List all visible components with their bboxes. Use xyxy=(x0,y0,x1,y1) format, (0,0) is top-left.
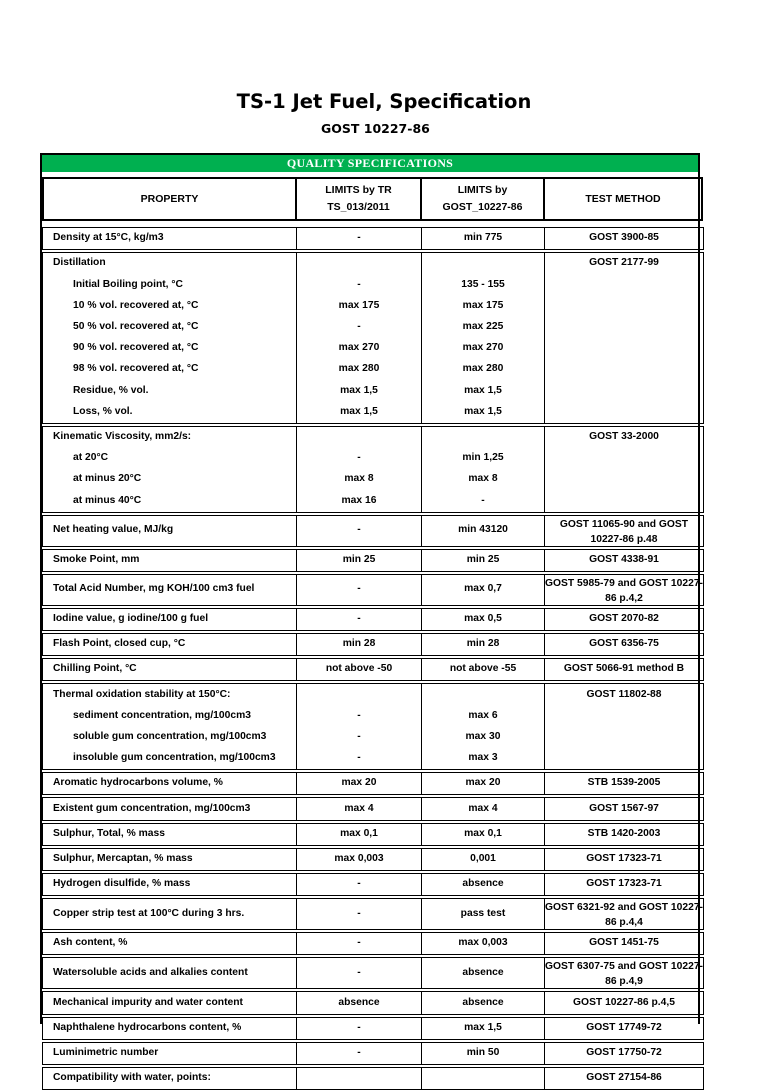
limit-gost-cell: min 775 xyxy=(463,232,503,244)
test-method-cell: STB 1420-2003 xyxy=(587,827,661,839)
header-limits-tr: LIMITS by TR TS_013/2011 xyxy=(295,177,422,221)
property-cell: 98 % vol. recovered at, °C xyxy=(73,363,199,375)
property-cell: Aromatic hydrocarbons volume, % xyxy=(53,777,223,789)
limit-gost-cell: max 8 xyxy=(468,473,498,485)
test-method-cell: GOST 27154-86 xyxy=(586,1072,662,1084)
limit-gost-cell: pass test xyxy=(460,907,506,919)
test-method-cell: GOST 1567-97 xyxy=(589,802,659,814)
property-cell: Luminimetric number xyxy=(53,1046,159,1058)
limit-gost-cell: max 3 xyxy=(468,752,498,764)
test-method-cell: GOST 17750-72 xyxy=(586,1046,662,1058)
specification-sheet xyxy=(40,153,703,1084)
limit-tr-cell: max 4 xyxy=(344,802,374,814)
limit-tr-cell: - xyxy=(357,907,361,919)
property-cell: 10 % vol. recovered at, °C xyxy=(73,299,199,311)
limit-tr-cell: max 0,003 xyxy=(334,852,384,864)
property-cell: Naphthalene hydrocarbons content, % xyxy=(53,1021,242,1033)
limit-tr-cell: - xyxy=(357,452,361,464)
property-cell: Net heating value, MJ/kg xyxy=(53,524,174,536)
limit-tr-cell: - xyxy=(357,320,361,332)
property-cell: Distillation xyxy=(53,257,106,269)
limit-tr-cell: - xyxy=(357,966,361,978)
limit-tr-cell: - xyxy=(357,730,361,742)
header-test-method: TEST METHOD xyxy=(543,177,703,221)
limit-gost-cell: max 1,5 xyxy=(464,1021,502,1033)
limit-tr-cell: not above -50 xyxy=(325,663,393,675)
limit-gost-cell: max 6 xyxy=(468,709,498,721)
property-cell: soluble gum concentration, mg/100cm3 xyxy=(73,730,267,742)
limit-gost-cell: not above -55 xyxy=(449,663,517,675)
limit-tr-cell: absence xyxy=(338,996,380,1008)
test-method-cell: GOST 6321-92 and GOST 10227-86 p.4,4 xyxy=(545,902,703,929)
property-cell: Ash content, % xyxy=(53,937,128,949)
limit-tr-cell: - xyxy=(357,878,361,890)
header-property: PROPERTY xyxy=(42,177,297,221)
property-cell: Hydrogen disulfide, % mass xyxy=(53,878,191,890)
property-cell: Mechanical impurity and water content xyxy=(53,996,243,1008)
limit-gost-cell: min 1,25 xyxy=(462,452,504,464)
property-cell: Flash Point, closed cup, °C xyxy=(53,638,186,650)
limit-gost-cell: absence xyxy=(462,996,504,1008)
limit-tr-cell: - xyxy=(357,1021,361,1033)
test-method-cell: GOST 10227-86 p.4,5 xyxy=(573,996,675,1008)
limit-tr-cell: - xyxy=(357,278,361,290)
limit-tr-cell: - xyxy=(357,524,361,536)
property-cell: at minus 20°C xyxy=(73,473,142,485)
property-cell: 50 % vol. recovered at, °C xyxy=(73,320,199,332)
quality-specifications-banner: QUALITY SPECIFICATIONS xyxy=(42,155,698,172)
test-method-cell: GOST 17323-71 xyxy=(586,878,662,890)
property-cell: Sulphur, Total, % mass xyxy=(53,827,165,839)
test-method-cell: GOST 5985-79 and GOST 10227-86 p.4,2 xyxy=(545,577,703,604)
limit-tr-cell: - xyxy=(357,752,361,764)
limit-gost-cell: max 175 xyxy=(462,299,504,311)
limit-tr-cell: - xyxy=(357,232,361,244)
test-method-cell: GOST 1451-75 xyxy=(589,937,659,949)
test-method-cell: GOST 11802-88 xyxy=(586,688,662,700)
limit-tr-cell: max 1,5 xyxy=(340,405,378,417)
test-method-cell: GOST 4338-91 xyxy=(589,553,659,565)
property-cell: Existent gum concentration, mg/100cm3 xyxy=(53,802,251,814)
group-cell-border xyxy=(544,252,704,424)
limit-gost-cell: max 20 xyxy=(465,777,501,789)
property-cell: Residue, % vol. xyxy=(73,384,149,396)
limit-tr-cell: max 270 xyxy=(338,342,380,354)
limit-gost-cell: absence xyxy=(462,966,504,978)
limit-tr-cell: max 0,1 xyxy=(340,827,378,839)
limit-tr-cell: - xyxy=(357,937,361,949)
property-cell: Density at 15°C, kg/m3 xyxy=(53,232,164,244)
limit-gost-cell: max 1,5 xyxy=(464,405,502,417)
property-cell: Sulphur, Mercaptan, % mass xyxy=(53,852,193,864)
property-cell: Watersoluble acids and alkalies content xyxy=(53,966,248,978)
limit-gost-cell: 0,001 xyxy=(470,852,496,864)
header-limits-gost: LIMITS by GOST_10227-86 xyxy=(420,177,545,221)
limit-tr-cell: max 1,5 xyxy=(340,384,378,396)
limit-tr-cell: max 175 xyxy=(338,299,380,311)
page-title: TS-1 Jet Fuel, Specification xyxy=(236,90,532,113)
property-cell: Iodine value, g iodine/100 g fuel xyxy=(53,612,209,624)
test-method-cell: GOST 2177-99 xyxy=(589,257,659,269)
page-subtitle: GOST 10227-86 xyxy=(321,121,430,136)
limit-tr-cell: min 28 xyxy=(342,638,376,650)
limit-tr-cell: - xyxy=(357,709,361,721)
limit-tr-cell: max 16 xyxy=(341,494,377,506)
limit-gost-cell: max 0,7 xyxy=(464,583,502,595)
limit-gost-cell: max 0,5 xyxy=(464,612,502,624)
property-cell: at minus 40°C xyxy=(73,494,142,506)
limit-gost-cell: max 280 xyxy=(462,363,504,375)
test-method-cell: GOST 17749-72 xyxy=(586,1021,662,1033)
limit-tr-cell: - xyxy=(357,583,361,595)
test-method-cell: STB 1539-2005 xyxy=(587,777,661,789)
test-method-cell: GOST 5066-91 method B xyxy=(563,663,685,675)
property-cell: at 20°C xyxy=(73,452,109,464)
limit-gost-cell: max 225 xyxy=(462,320,504,332)
limit-tr-cell: - xyxy=(357,1046,361,1058)
test-method-cell: GOST 17323-71 xyxy=(586,852,662,864)
limit-tr-cell: max 8 xyxy=(344,473,374,485)
property-cell: Copper strip test at 100°C during 3 hrs. xyxy=(53,907,245,919)
test-method-cell: GOST 2070-82 xyxy=(589,612,659,624)
test-method-cell: GOST 6356-75 xyxy=(589,638,659,650)
property-cell: 90 % vol. recovered at, °C xyxy=(73,342,199,354)
test-method-cell: GOST 3900-85 xyxy=(589,232,659,244)
property-cell: insoluble gum concentration, mg/100cm3 xyxy=(73,752,276,764)
limit-gost-cell: max 270 xyxy=(462,342,504,354)
property-cell: sediment concentration, mg/100cm3 xyxy=(73,709,251,721)
limit-gost-cell: max 0,003 xyxy=(458,937,508,949)
property-cell: Loss, % vol. xyxy=(73,405,133,417)
limit-tr-cell: max 280 xyxy=(338,363,380,375)
limit-gost-cell: min 50 xyxy=(466,1046,500,1058)
limit-gost-cell: max 4 xyxy=(468,802,498,814)
limit-gost-cell: absence xyxy=(462,878,504,890)
limit-tr-cell: max 20 xyxy=(341,777,377,789)
limit-gost-cell: min 43120 xyxy=(458,524,508,536)
property-cell: Kinematic Viscosity, mm2/s: xyxy=(53,430,192,442)
test-method-cell: GOST 11065-90 and GOST 10227-86 p.48 xyxy=(559,518,689,545)
limit-gost-cell: max 1,5 xyxy=(464,384,502,396)
property-cell: Compatibility with water, points: xyxy=(53,1072,211,1084)
limit-tr-cell: min 25 xyxy=(342,553,376,565)
group-cell-border xyxy=(296,1067,422,1090)
test-method-cell: GOST 33-2000 xyxy=(589,430,659,442)
property-cell: Thermal oxidation stability at 150°C: xyxy=(53,688,231,700)
limit-gost-cell: - xyxy=(481,494,485,506)
group-cell-border xyxy=(421,1067,545,1090)
property-cell: Chilling Point, °C xyxy=(53,663,137,675)
limit-tr-cell: - xyxy=(357,612,361,624)
limit-gost-cell: 135 - 155 xyxy=(461,278,505,290)
limit-gost-cell: max 0,1 xyxy=(464,827,502,839)
property-cell: Total Acid Number, mg KOH/100 cm3 fuel xyxy=(53,583,255,595)
limit-gost-cell: min 28 xyxy=(466,638,500,650)
limit-gost-cell: min 25 xyxy=(466,553,500,565)
property-cell: Smoke Point, mm xyxy=(53,553,140,565)
limit-gost-cell: max 30 xyxy=(465,730,501,742)
test-method-cell: GOST 6307-75 and GOST 10227-86 p.4,9 xyxy=(545,961,703,988)
property-cell: Initial Boiling point, °C xyxy=(73,278,183,290)
